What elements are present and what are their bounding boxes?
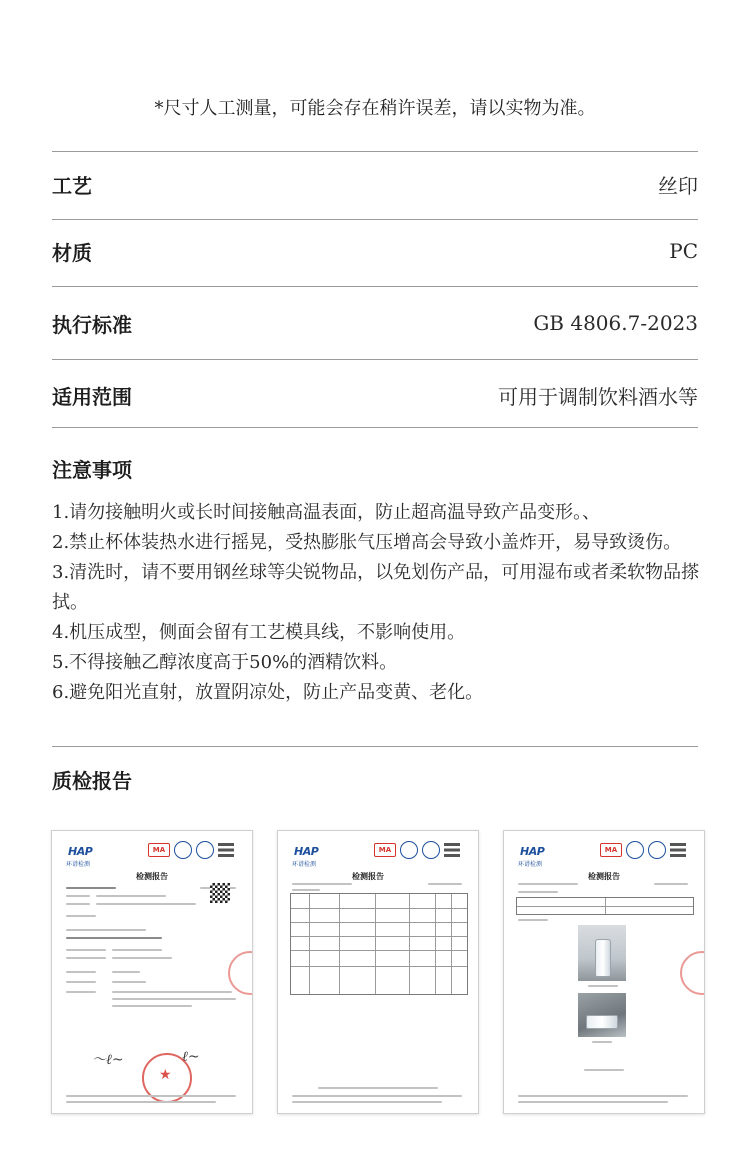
text-line — [66, 1095, 236, 1097]
ma-logo: MA — [374, 843, 396, 857]
text-line — [654, 883, 688, 885]
caution-item: 4.机压成型，侧面会留有工艺模具线，不影响使用。 — [52, 622, 466, 643]
accreditation-mark-icon — [670, 843, 686, 857]
text-line — [112, 1005, 192, 1007]
text-line — [112, 991, 232, 993]
text-line — [96, 903, 196, 905]
hap-logo-text: 环谱检测 — [518, 861, 543, 868]
signature-icon: ℓ~ — [182, 1049, 200, 1065]
hap-logo-text: 环谱检测 — [66, 861, 91, 868]
spec-row-usage — [52, 375, 698, 415]
text-line — [66, 937, 162, 939]
report-page-2 — [277, 830, 479, 1114]
divider — [52, 359, 698, 360]
seal-stamp-icon — [680, 951, 705, 995]
spec-row-craft — [52, 164, 698, 204]
spec-label: 适用范围 — [52, 384, 132, 409]
spec-label: 工艺 — [52, 173, 92, 198]
text-line — [112, 998, 236, 1000]
report-title: 检测报告 — [136, 871, 168, 881]
divider — [52, 427, 698, 428]
text-line — [518, 1101, 668, 1103]
caution-item: 5.不得接触乙醇浓度高于50%的酒精饮料。 — [52, 652, 398, 673]
spec-row-standard — [52, 303, 698, 343]
divider — [52, 219, 698, 220]
cautions-list — [52, 498, 750, 708]
sample-table — [516, 897, 694, 915]
caution-item: 1.请勿接触明火或长时间接触高温表面，防止超高温导致产品变形。、 — [52, 502, 601, 523]
text-line — [518, 883, 578, 885]
ma-logo: MA — [600, 843, 622, 857]
text-line — [292, 883, 352, 885]
seal-star-icon: ★ — [159, 1067, 172, 1083]
qr-code-icon — [210, 883, 230, 903]
reports-title: 质检报告 — [52, 769, 132, 793]
text-line — [66, 929, 146, 931]
divider — [52, 746, 698, 747]
text-line — [66, 949, 106, 951]
accreditation-mark-icon — [218, 843, 234, 857]
hap-logo-text: 环谱检测 — [292, 861, 317, 868]
seal-stamp-icon — [228, 951, 253, 995]
product-icon — [586, 1015, 618, 1029]
text-line — [112, 971, 140, 973]
cautions-title: 注意事项 — [52, 458, 132, 482]
text-line — [518, 919, 548, 921]
text-line — [66, 981, 96, 983]
text-line — [112, 949, 162, 951]
text-line — [292, 1095, 462, 1097]
text-line — [66, 903, 90, 905]
text-line — [518, 1095, 688, 1097]
report-page-1 — [51, 830, 253, 1114]
ilac-logo-icon — [174, 841, 192, 859]
report-title: 检测报告 — [588, 871, 620, 881]
cnas-logo-icon — [422, 841, 440, 859]
text-line — [66, 887, 116, 889]
ma-logo: MA — [148, 843, 170, 857]
ilac-logo-icon — [626, 841, 644, 859]
text-line — [112, 957, 172, 959]
spec-value: 可用于调制饮料酒水等 — [498, 384, 698, 409]
spec-label: 材质 — [52, 240, 92, 265]
hap-logo: HAP — [294, 845, 319, 858]
text-line — [96, 895, 166, 897]
hap-logo: HAP — [68, 845, 93, 858]
spec-label: 执行标准 — [52, 312, 132, 337]
text-line — [428, 883, 462, 885]
report-title: 检测报告 — [352, 871, 384, 881]
text-line — [66, 957, 106, 959]
signature-icon: 〜ℓ~ — [92, 1052, 124, 1068]
spec-row-material — [52, 231, 698, 271]
cnas-logo-icon — [196, 841, 214, 859]
text-line — [112, 981, 146, 983]
cnas-logo-icon — [648, 841, 666, 859]
text-line — [584, 1069, 624, 1071]
caution-item: 3.清洗时，请不要用钢丝球等尖锐物品，以免划伤产品，可用湿布或者柔软物品搽拭。 — [52, 562, 700, 613]
spec-value: PC — [669, 239, 698, 263]
text-line — [318, 1087, 438, 1089]
text-line — [588, 985, 618, 987]
spec-value: 丝印 — [658, 173, 698, 198]
text-line — [66, 971, 96, 973]
hap-logo: HAP — [520, 845, 545, 858]
divider — [52, 286, 698, 287]
bottle-icon — [595, 939, 611, 977]
text-line — [66, 1101, 216, 1103]
sample-photo — [578, 993, 626, 1037]
ilac-logo-icon — [400, 841, 418, 859]
results-table — [290, 893, 468, 995]
text-line — [66, 991, 96, 993]
divider — [52, 151, 698, 152]
text-line — [292, 889, 320, 891]
sample-photo — [578, 925, 626, 981]
caution-item: 6.避免阳光直射，放置阴凉处，防止产品变黄、老化。 — [52, 682, 484, 703]
text-line — [292, 1101, 442, 1103]
text-line — [592, 1041, 612, 1043]
text-line — [66, 895, 90, 897]
accreditation-mark-icon — [444, 843, 460, 857]
measurement-note: *尺寸人工测量，可能会存在稍许误差，请以实物为准。 — [154, 98, 596, 119]
caution-item: 2.禁止杯体装热水进行摇晃，受热膨胀气压增高会导致小盖炸开，易导致烫伤。 — [52, 532, 682, 553]
text-line — [66, 915, 96, 917]
text-line — [518, 891, 558, 893]
spec-value: GB 4806.7-2023 — [533, 311, 698, 335]
report-page-3 — [503, 830, 705, 1114]
